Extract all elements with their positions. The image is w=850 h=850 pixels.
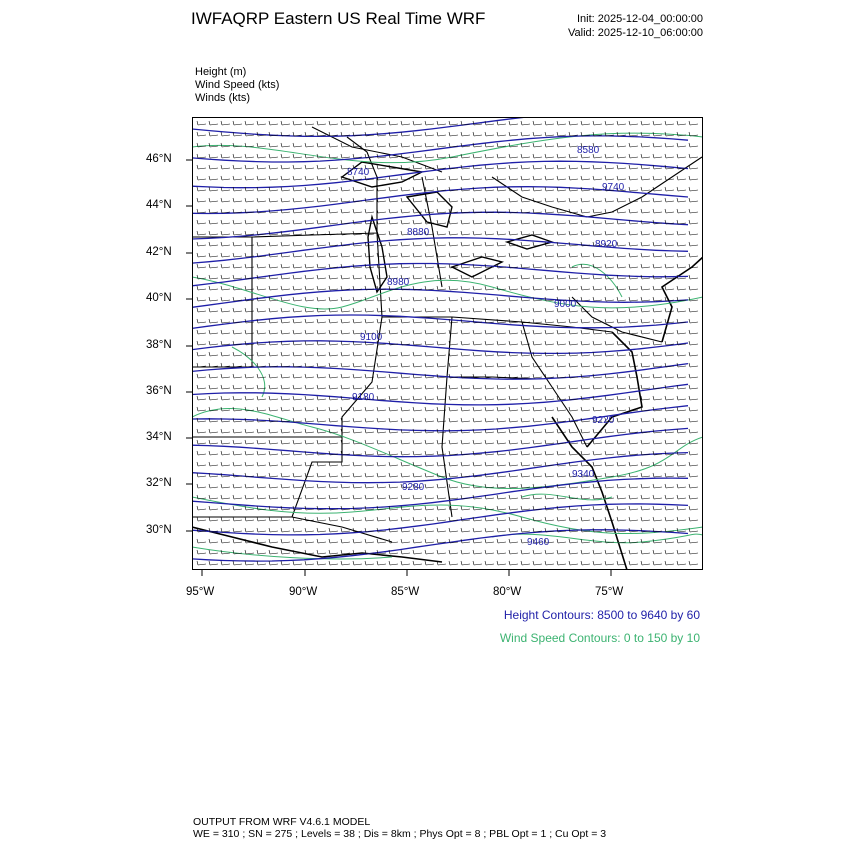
contour-label: 8880: [407, 227, 430, 238]
contour-label: 9220: [592, 415, 615, 426]
valid-time: Valid: 2025-12-10_06:00:00: [568, 27, 703, 39]
map-title: IWFAQRP Eastern US Real Time WRF: [191, 9, 486, 28]
lat-label: 30°N: [146, 524, 172, 536]
contour-label: 9280: [402, 482, 425, 493]
field-height-label: Height (m): [195, 66, 247, 78]
lat-label: 42°N: [146, 246, 172, 258]
field-windspeed-label: Wind Speed (kts): [195, 79, 280, 91]
contour-label: 9740: [602, 182, 625, 193]
contour-label: 9180: [352, 392, 375, 403]
lon-ticks: [192, 569, 703, 579]
lon-label: 95°W: [186, 586, 215, 598]
lon-label: 90°W: [289, 586, 318, 598]
lat-label: 36°N: [146, 385, 172, 397]
lon-label: 80°W: [493, 586, 522, 598]
contour-label: 9000: [554, 299, 577, 310]
contour-label: 8980: [387, 277, 410, 288]
contour-label: 8740: [347, 167, 370, 178]
lat-label: 38°N: [146, 339, 172, 351]
weather-map: [192, 117, 703, 570]
lat-label: 44°N: [146, 199, 172, 211]
field-winds-label: Winds (kts): [195, 92, 250, 104]
contour-label: 9100: [360, 332, 383, 343]
contour-label: 8580: [577, 145, 600, 156]
wind-contours-legend: Wind Speed Contours: 0 to 150 by 10: [499, 631, 700, 645]
contour-label: 9340: [572, 469, 595, 480]
lat-ticks: [184, 117, 194, 570]
model-footer: OUTPUT FROM WRF V4.6.1 MODEL: [193, 816, 371, 828]
model-config-footer: WE = 310 ; SN = 275 ; Levels = 38 ; Dis = 8km ; Phys Opt = 8 ; PBL Opt = 1 ; Cu Opt = 3: [193, 828, 607, 840]
lat-label: 32°N: [146, 477, 172, 489]
lat-label: 46°N: [146, 153, 172, 165]
lon-label: 75°W: [595, 586, 624, 598]
height-contours-legend: Height Contours: 8500 to 9640 by 60: [503, 608, 700, 622]
lat-label: 34°N: [146, 431, 172, 443]
init-time: Init: 2025-12-04_00:00:00: [577, 13, 703, 25]
contour-label: 8920: [595, 239, 618, 250]
contour-label: 9460: [527, 537, 550, 548]
lat-label: 40°N: [146, 292, 172, 304]
lon-label: 85°W: [391, 586, 420, 598]
